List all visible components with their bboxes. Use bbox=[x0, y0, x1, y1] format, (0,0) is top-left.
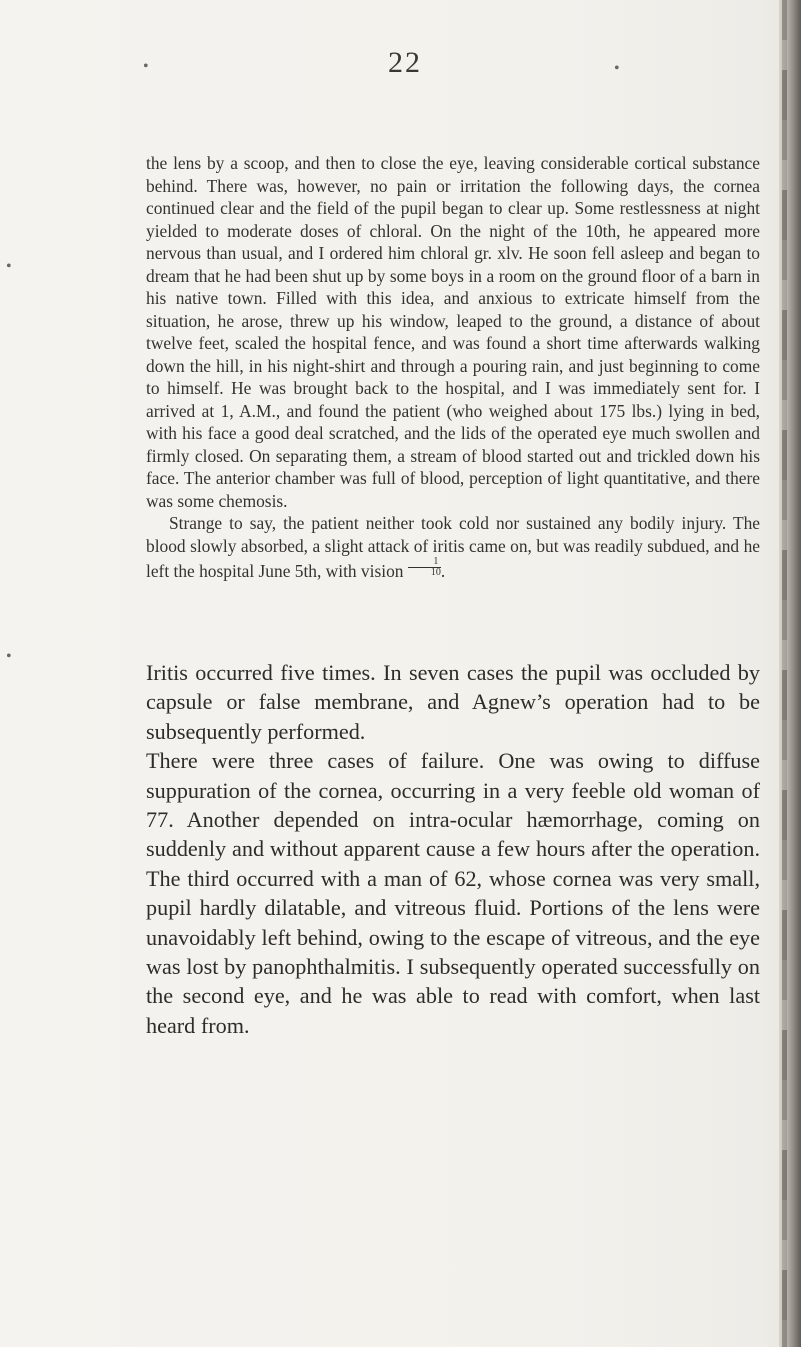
failures-paragraph: There were three cases of failure. One was owing to diffuse suppuration of the cornea, occurring in a very feeble old woman of 77. Another depended on intra-ocular hæmorrhage, coming on suddenly and without apparent cause a few hours after the operation. The third occurred with a man of 62, whose cornea was very small, pupil hardly dilatable, and vitreous fluid. Portions of the lens were unavoidably left behind, owing to the escape of vitreous, and the eye was lost by panophthalmitis. I subsequently operated successfully on the second eye, and he was able to read with comfort, when last heard from. bbox=[146, 748, 760, 1038]
margin-mark: • bbox=[614, 60, 620, 77]
iritis-paragraph: Iritis occurred five times. In seven cases the pupil was occluded by capsule or false membrane, and Agnew’s operation had to be subsequently performed. bbox=[146, 660, 760, 744]
page-edge-texture bbox=[782, 0, 787, 1347]
case-narrative-paragraph: the lens by a scoop, and then to close the eye, leaving considerable cortical substance behind. There was, however, no pain or irritation the following days, the cornea continued clear and the field of the pupil began to clear up. Some restlessness at night yielded to moderate doses of chloral. On the night of the 10th, he appeared more nervous than usual, and I ordered him chloral gr. xlv. He soon fell asleep and began to dream that he had been shut up by some boys in a room on the ground floor of a barn in his native town. Filled with this idea, and anxious to extricate himself from the situation, he arose, threw up his window, leaped to the ground, a distance of about twelve feet, scaled the hospital fence, and was found a short time afterwards walking down the hill, in his night-shirt and through a pouring rain, and just beginning to come to himself. He was brought back to the hospital, and I was immediately sent for. I arrived at 1, A.M., and found the patient (who weighed about 175 lbs.) lying in bed, with his face a good deal scratched, and the lids of the operated eye much swollen and firmly closed. On separating them, a stream of blood started out and trickled down his face. The anterior chamber was full of blood, perception of light quantitative, and there was some chemosis. bbox=[146, 153, 760, 511]
vision-fraction bbox=[408, 557, 441, 578]
margin-mark: • bbox=[143, 58, 149, 75]
case-outcome-paragraph bbox=[146, 512, 760, 583]
large-type-block bbox=[146, 658, 760, 1040]
vision-denominator: 10 bbox=[430, 567, 441, 578]
margin-mark: • bbox=[6, 648, 12, 665]
case-outcome-text: Strange to say, the patient neither took cold nor sustained any bodily injury. The blood slowly absorbed, a slight attack of iritis came on, but was readily subdued, and he left the hospital June 5th, with vision bbox=[146, 513, 760, 581]
margin-mark: • bbox=[6, 258, 12, 275]
vision-numerator: 1 bbox=[408, 557, 441, 568]
page-number: 22 bbox=[388, 46, 422, 79]
case-outcome-end: . bbox=[440, 561, 446, 581]
small-type-block bbox=[146, 152, 760, 583]
